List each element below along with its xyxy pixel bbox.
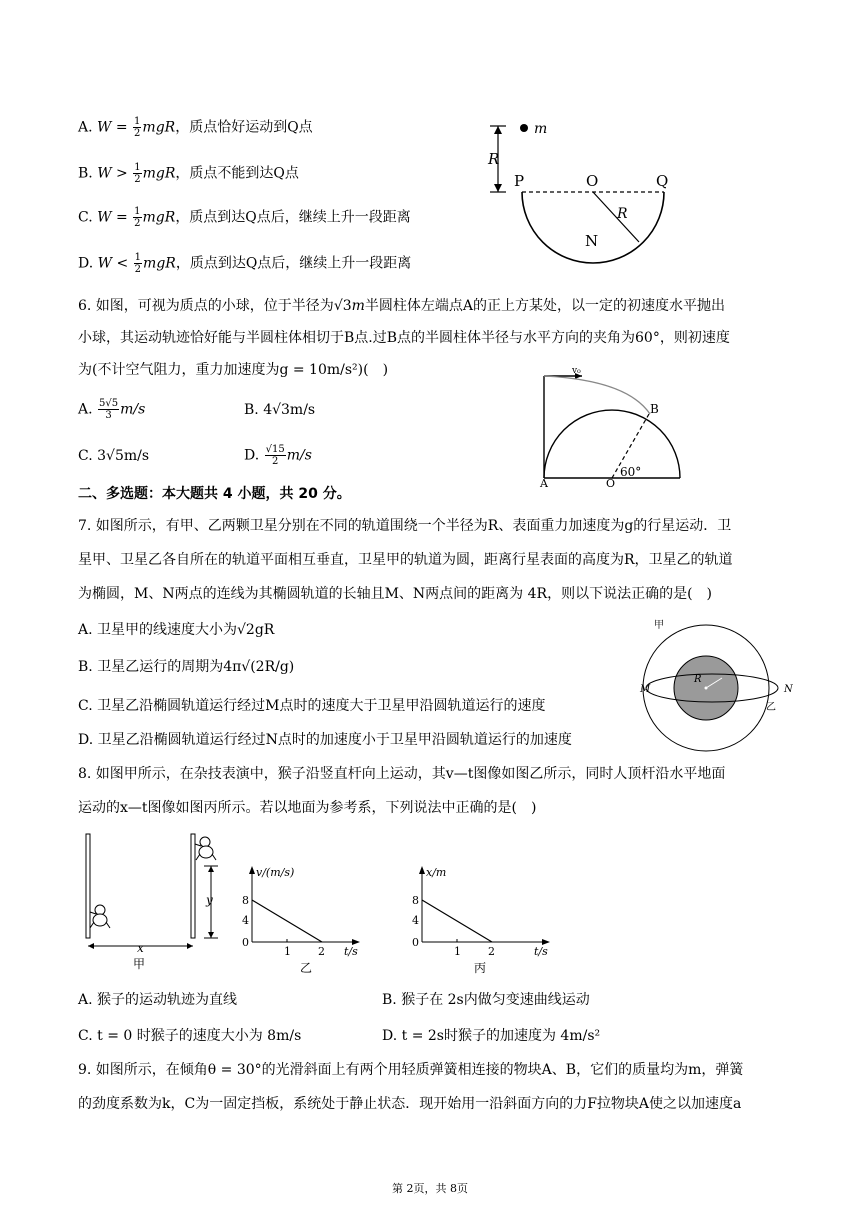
q6-option-c: C. 3√5m/s xyxy=(78,448,150,464)
q8-yi-tick-0: 0 xyxy=(242,936,249,949)
page-footer: 第 2页，共 8页 xyxy=(392,1182,468,1195)
q6-half-cylinder xyxy=(544,410,680,478)
q7-figure xyxy=(636,618,796,754)
q8-option-b: B. 猴子在 2s内做匀变速曲线运动 xyxy=(382,992,590,1008)
q5-option-c: C. W = $\frac{1}{2}$ mgR，质点到达Q点后，继续上升一段距离 xyxy=(78,206,411,229)
q6-stem-line1: 6. 如图，可视为质点的小球，位于半径为√3m半圆柱体左端点A的正上方某处，以一定的初速度水平抛出 xyxy=(78,298,726,314)
q5-O-label: O xyxy=(586,172,599,190)
q8-x-label: x xyxy=(137,941,144,955)
q7-stem-line1: 7. 如图所示，有甲、乙两颗卫星分别在不同的轨道围绕一个半径为R、表面重力加速度为g的行星运动．卫 xyxy=(78,518,732,534)
q7-option-b: B. 卫星乙运行的周期为4π√(2R/g) xyxy=(78,659,295,675)
q7-yi-label: 乙 xyxy=(766,702,776,713)
q8-yi-tick-1: 1 xyxy=(284,945,291,958)
q6-option-b: B. 4√3m/s xyxy=(244,402,316,418)
q5-option-b: B. W > $\frac{1}{2}$ mgR，质点不能到达Q点 xyxy=(78,162,299,185)
q9-stem-line2: 的劲度系数为k，C为一固定挡板，系统处于静止状态．现开始用一沿斜面方向的力F拉物块A使之以加速度a xyxy=(78,1096,742,1112)
q8-yi-tick-8: 8 xyxy=(242,894,249,907)
q8-option-d: D. t = 2s时猴子的加速度为 4m/s² xyxy=(382,1028,601,1044)
q8-figure-bing xyxy=(406,862,556,976)
q5-Q-label: Q xyxy=(656,172,669,190)
q8-bing-line xyxy=(422,900,492,942)
q7-M-label: M xyxy=(640,684,651,695)
q6-B-label: B xyxy=(650,402,659,416)
q5-figure xyxy=(484,118,684,268)
q8-stem-line1: 8. 如图甲所示，在杂技表演中，猴子沿竖直杆向上运动，其v—t图像如图乙所示，同时人顶杆沿水平地面 xyxy=(78,766,726,782)
q8-bing-tick-8: 8 xyxy=(412,894,419,907)
q7-option-d: D. 卫星乙沿椭圆轨道运行经过N点时的加速度小于卫星甲沿圆轨道运行的加速度 xyxy=(78,732,572,748)
q5-option-d: D. W < $\frac{1}{2}$ mgR，质点到达Q点后，继续上升一段距离 xyxy=(78,252,412,275)
monkey-high-icon xyxy=(195,837,216,860)
q7-R-label: R xyxy=(694,674,702,685)
q8-yi-tick-4: 4 xyxy=(242,914,249,927)
q8-y-label: y xyxy=(206,893,213,907)
q6-stem-line3: 为(不计空气阻力，重力加速度为g = 10m/s²)( ) xyxy=(78,362,389,378)
q6-figure xyxy=(532,366,692,479)
q8-yi-line xyxy=(252,900,322,942)
q7-option-a: A. 卫星甲的线速度大小为√2gR xyxy=(78,622,275,638)
q5-R-label: R xyxy=(488,150,500,168)
q8-bing-xlabel: t/s xyxy=(534,945,548,958)
q6-option-d: D. $\frac{√15}{2}$ m/s xyxy=(244,444,312,467)
q5-N-label: N xyxy=(585,232,599,250)
q8-bing-tick-2: 2 xyxy=(488,945,495,958)
q7-N-label: N xyxy=(784,684,793,695)
q7-stem-line2: 星甲、卫星乙各自所在的轨道平面相互垂直，卫星甲的轨道为圆，距离行星表面的高度为R，卫星乙的轨道 xyxy=(78,552,733,568)
q7-option-c: C. 卫星乙沿椭圆轨道运行经过M点时的速度大于卫星甲沿圆轨道运行的速度 xyxy=(78,698,546,714)
q8-figure-jia xyxy=(78,832,238,976)
monkey-low-icon xyxy=(90,905,110,928)
q8-option-a: A. 猴子的运动轨迹为直线 xyxy=(78,992,238,1008)
q6-A-label: A xyxy=(540,477,548,490)
section-header-multiple-choice: 二、多选题：本大题共 4 小题，共 20 分。 xyxy=(78,486,351,502)
semicircle-track xyxy=(522,192,664,263)
q6-option-a: A. $\frac{5√5}{3}$ m/s xyxy=(78,398,146,421)
q8-option-c: C. t = 0 时猴子的速度大小为 8m/s xyxy=(78,1028,302,1044)
q5-m-label: m xyxy=(534,121,548,137)
q7-stem-line3: 为椭圆，M、N两点的连线为其椭圆轨道的长轴且M、N两点间的距离为 4R，则以下说法正确的是( ) xyxy=(78,586,712,602)
q8-jia-caption: 甲 xyxy=(133,957,146,971)
q8-bing-ylabel: x/m xyxy=(426,866,447,879)
q6-angle-label: 60° xyxy=(620,465,642,479)
q8-bing-tick-0: 0 xyxy=(412,936,419,949)
mass-point xyxy=(520,124,528,132)
q8-stem-line2: 运动的x—t图像如图丙所示。若以地面为参考系，下列说法中正确的是( ) xyxy=(78,800,537,816)
q8-bing-tick-4: 4 xyxy=(412,914,419,927)
q9-stem-line1: 9. 如图所示，在倾角θ = 30°的光滑斜面上有两个用轻质弹簧相连接的物块A、B，它们的质量均为m，弹簧 xyxy=(78,1062,744,1078)
q7-jia-label: 甲 xyxy=(654,620,664,631)
q6-stem-line2: 小球，其运动轨迹恰好能与半圆柱体相切于B点.过B点的半圆柱体半径与水平方向的夹角为60°，则初速度 xyxy=(78,330,730,346)
q6-O-label: O xyxy=(606,477,616,490)
q8-yi-tick-2: 2 xyxy=(318,945,325,958)
q8-yi-ylabel: v/(m/s) xyxy=(256,866,295,879)
q8-bing-caption: 丙 xyxy=(474,961,487,975)
q5-R2-label: R xyxy=(617,206,628,222)
q5-option-a: A. W = $\frac{1}{2}$ mgR，质点恰好运动到Q点 xyxy=(78,116,313,139)
q6-v0-label: v₀ xyxy=(572,366,581,376)
q8-bing-tick-1: 1 xyxy=(454,945,461,958)
q8-yi-xlabel: t/s xyxy=(344,945,358,958)
q8-figure-yi xyxy=(236,862,366,976)
q8-yi-caption: 乙 xyxy=(300,961,313,975)
q5-P-label: P xyxy=(514,172,525,190)
